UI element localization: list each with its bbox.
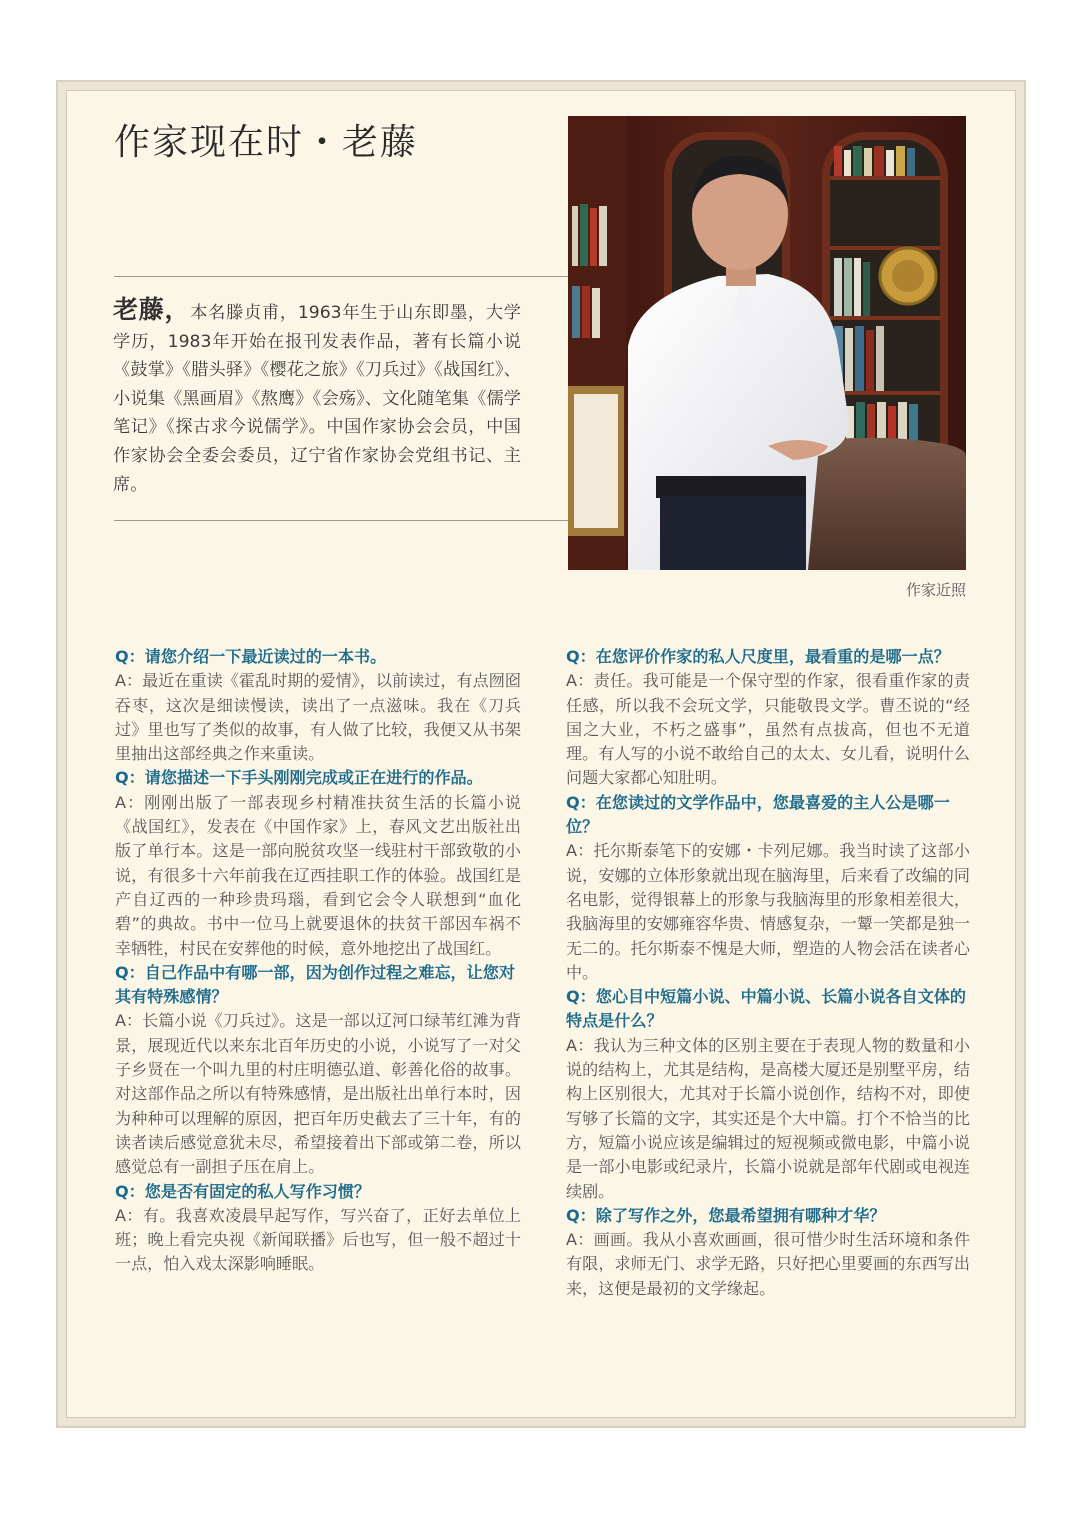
question: Q：您心目中短篇小说、中篇小说、长篇小说各自文体的特点是什么？	[566, 987, 966, 1031]
question: Q：除了写作之外，您最希望拥有哪种才华？	[566, 1205, 886, 1225]
qa-column-left	[115, 645, 521, 1277]
answer: A：托尔斯泰笔下的安娜・卡列尼娜。我当时读了这部小说，安娜的立体形象就出现在脑海里，后来看了改编的同名电影，觉得银幕上的形象与我脑海里的形象相差很大，我脑海里的安娜雍容华贵、情感复杂，一颦一笑都是独一无二的。托尔斯泰不愧是大师，塑造的人物会活在读者心中。	[566, 841, 970, 982]
author-bio-text: 本名滕贞甫，1963年生于山东即墨，大学学历，1983年开始在报刊发表作品，著有长篇小说《鼓掌》《腊头驿》《樱花之旅》《刀兵过》《战国红》、小说集《黑画眉》《熬鹰》《会殇》、文化随笔集《儒学笔记》《探古求今说儒学》。中国作家协会会员，中国作家协会全委会委员，辽宁省作家协会党组书记、主席。	[113, 303, 521, 495]
question: Q：在您读过的文学作品中，您最喜爱的主人公是哪一位？	[566, 792, 950, 837]
answer: A：刚刚出版了一部表现乡村精准扶贫生活的长篇小说《战国红》，发表在《中国作家》上，春风文艺出版社出版了单行本。这是一部向脱贫攻坚一线驻村干部致敬的小说，有很多十六年前我在辽西挂职工作的体验。战国红是产自辽西的一种珍贵玛瑙，看到它会令人联想到“血化碧”的典故。书中一位马上就要退休的扶贫干部因车祸不幸牺牲，村民在安葬他的时候，意外地挖出了战国红。	[115, 792, 521, 958]
answer: A：我认为三种文体的区别主要在于表现人物的数量和小说的结构上，尤其是结构，是高楼大厦还是别墅平房，结构上区别很大，尤其对于长篇小说创作，结构不对，即使写够了长篇的文字，其实还是个大中篇。打个不恰当的比方，短篇小说应该是编辑过的短视频或微电影，中篇小说是一部小电影或纪录片，长篇小说就是部年代剧或电视连续剧。	[566, 1035, 970, 1201]
question: Q：自己作品中有哪一部，因为创作过程之难忘，让您对其有特殊感情？	[115, 962, 515, 1007]
answer: A：长篇小说《刀兵过》。这是一部以辽河口绿苇红滩为背景，展现近代以来东北百年历史的小说，小说写了一对父子乡贤在一个叫九里的村庄明德弘道、彰善化俗的故事。对这部作品之所以有特殊感情，是出版社出单行本时，因为种种可以理解的原因，把百年历史截去了三十年，有的读者读后感觉意犹未尽，希望接着出下部或第二卷，所以感觉总有一副担子压在肩上。	[115, 1011, 521, 1177]
question: Q：请您描述一下手头刚刚完成或正在进行的作品。	[115, 768, 483, 788]
answer: A：画画。我从小喜欢画画，很可惜少时生活环境和条件有限，求师无门、求学无路，只好把心里要画的东西写出来，这便是最初的文学缘起。	[566, 1230, 970, 1298]
author-photo	[568, 116, 966, 570]
author-name: 老藤，	[113, 295, 191, 324]
question: Q：您是否有固定的私人写作习惯？	[115, 1181, 371, 1201]
photo-caption: 作家近照	[905, 581, 966, 599]
divider-bottom	[114, 520, 568, 521]
page-title: 作家现在时・老藤	[114, 122, 419, 163]
answer: A：责任。我可能是一个保守型的作家，很看重作家的责任感，所以我不会玩文学，只能敬畏文学。曹丕说的“经国之大业，不朽之盛事”，虽然有点拔高，但也不无道理。有人写的小说不敢给自己的太太、女儿看，说明什么问题大家都心知肚明。	[566, 671, 970, 788]
question: Q：在您评价作家的私人尺度里，最看重的是哪一点？	[566, 647, 950, 666]
divider-top	[114, 276, 568, 277]
answer: A：有。我喜欢凌晨早起写作，写兴奋了，正好去单位上班；晚上看完央视《新闻联播》后也写，但一般不超过十一点，怕入戏太深影响睡眠。	[115, 1205, 521, 1274]
answer: A：最近在重读《霍乱时期的爱情》，以前读过，有点囫囵吞枣，这次是细读慢读，读出了一点滋味。我在《刀兵过》里也写了类似的故事，有人做了比较，我便又从书架里抽出这部经典之作来重读。	[115, 671, 521, 764]
qa-column-right	[566, 645, 970, 1301]
author-bio	[113, 296, 521, 499]
question: Q：请您介绍一下最近读过的一本书。	[115, 647, 387, 666]
